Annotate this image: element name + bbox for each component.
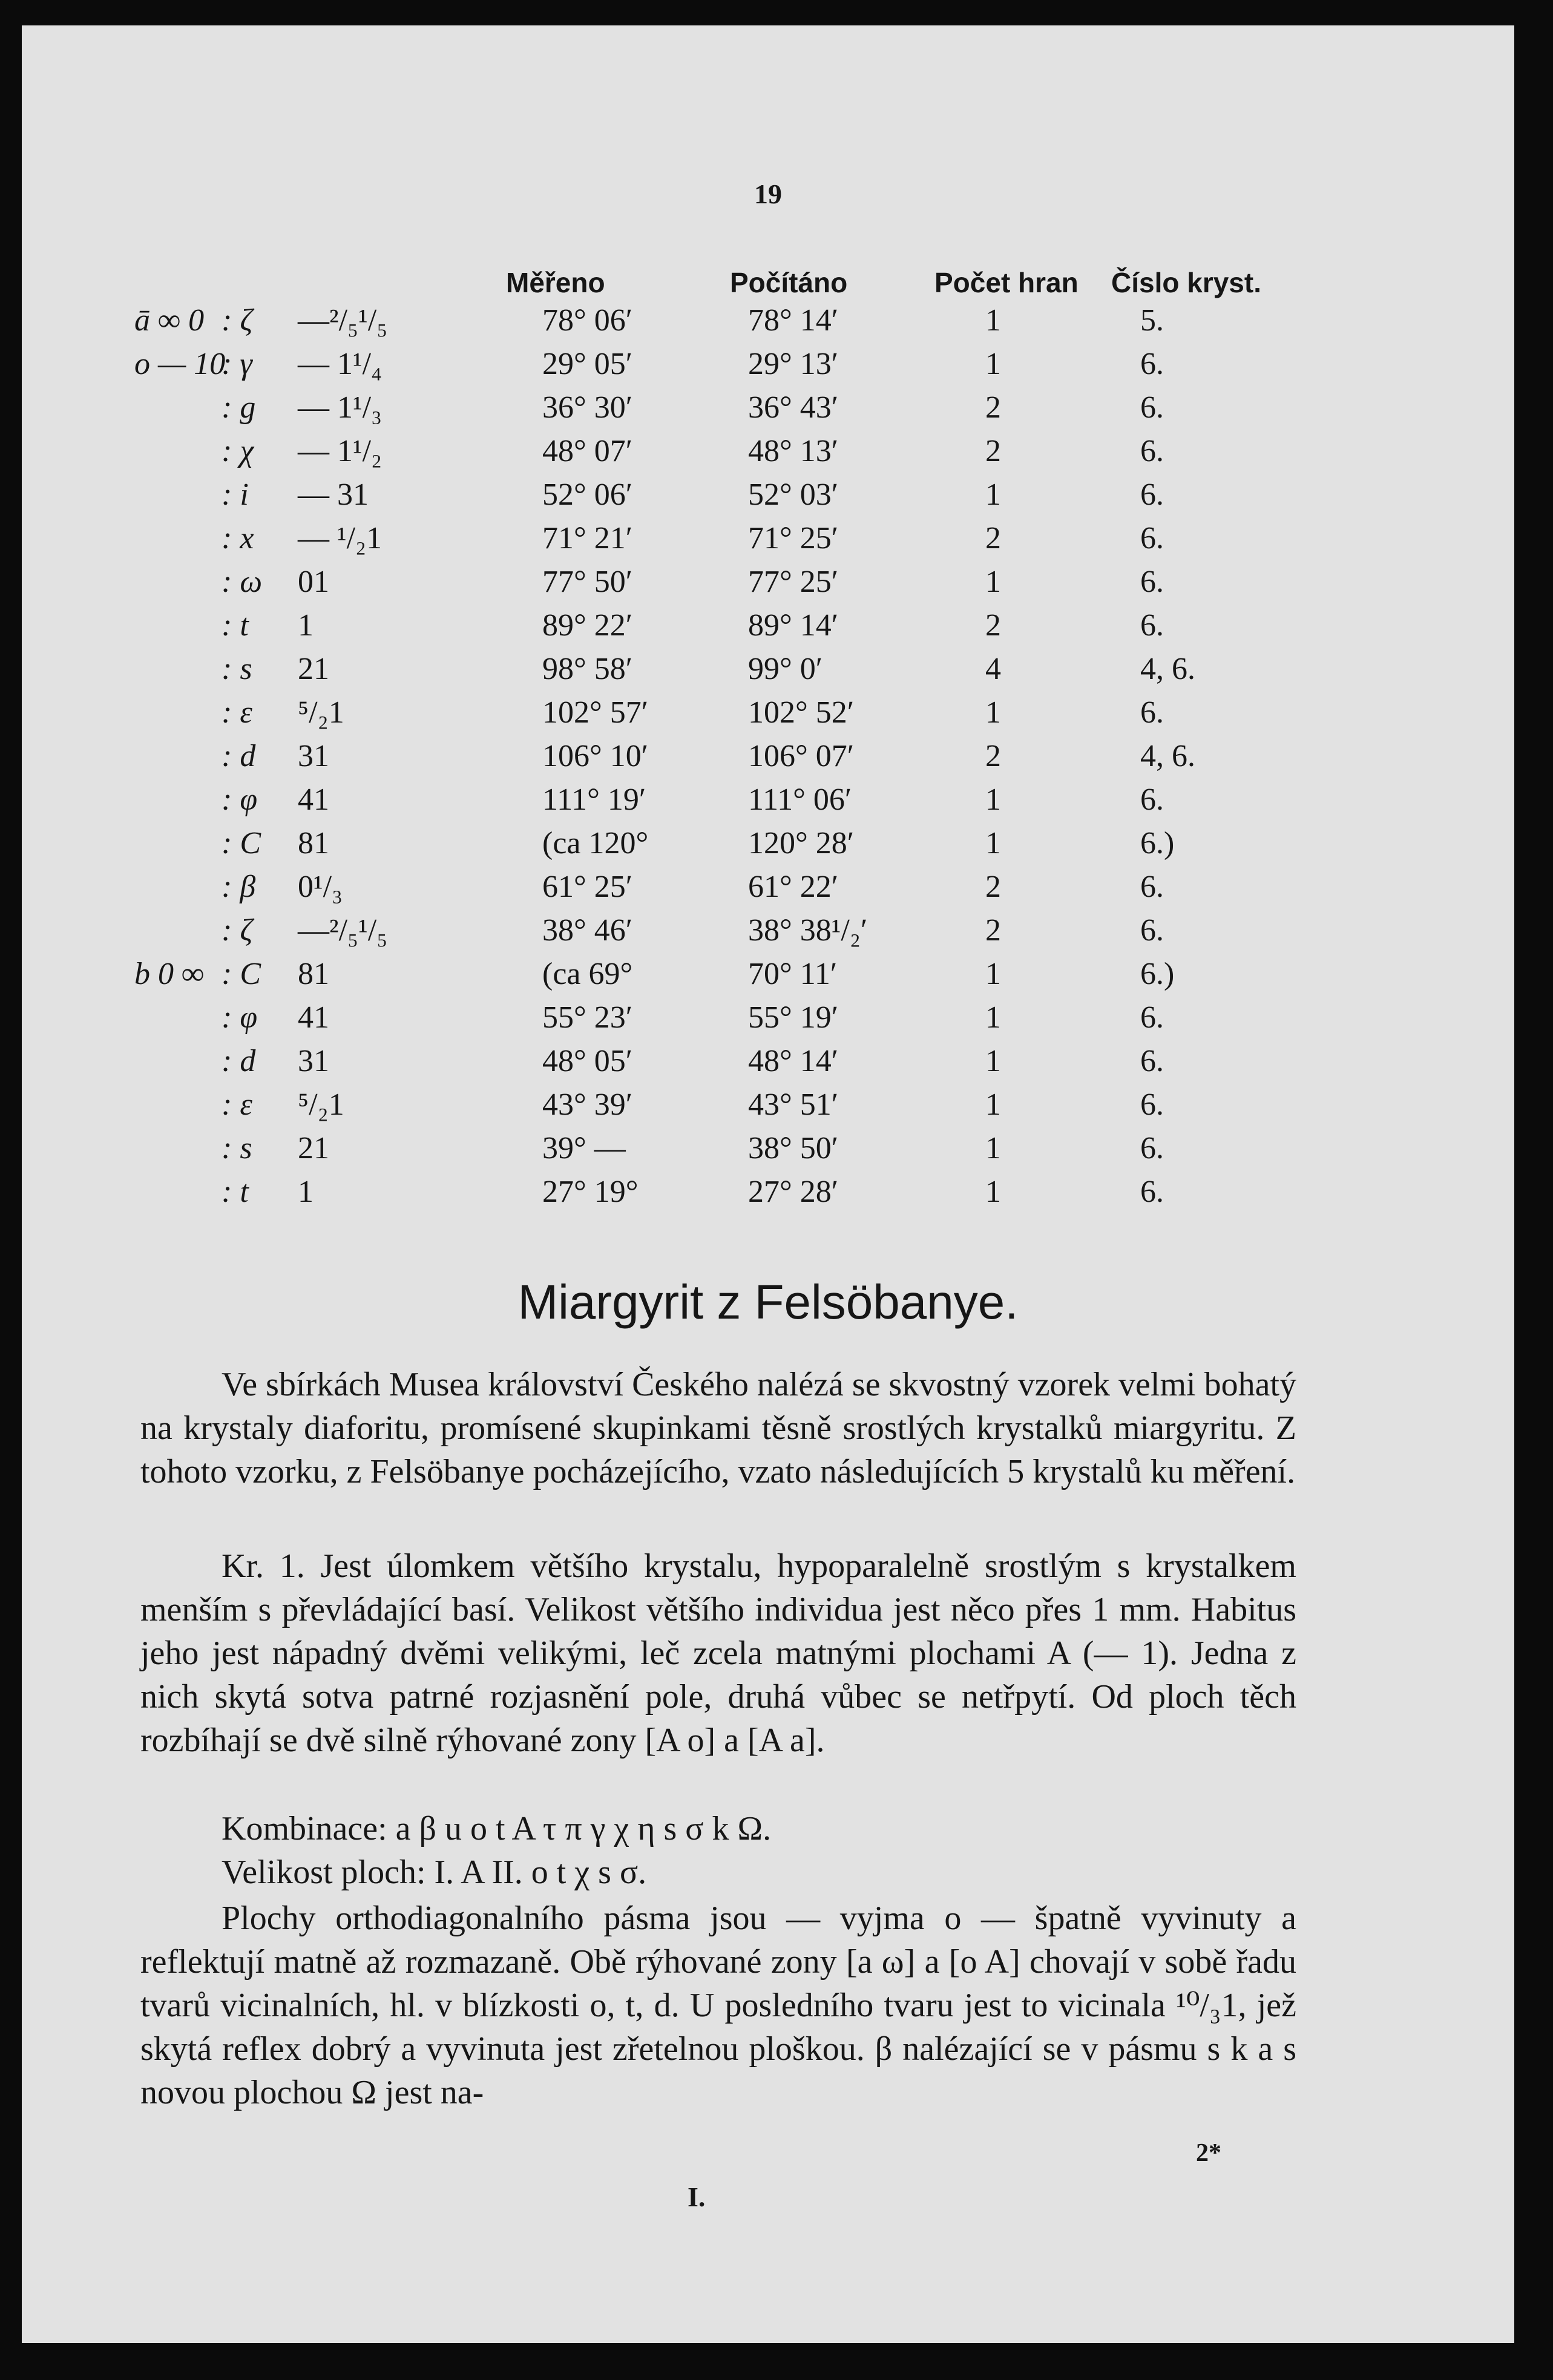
edge-count: 1: [985, 1175, 1001, 1209]
table-row: [22, 1130, 1514, 1173]
calculated-angle: 111° 06′: [748, 782, 852, 817]
measured-angle: 52° 06′: [542, 477, 633, 512]
crystal-number: 6.: [1140, 521, 1164, 556]
face-letter: : g: [222, 390, 256, 425]
measured-angle: 77° 50′: [542, 565, 633, 599]
face-symbol: — 1¹/₃: [298, 390, 383, 425]
table-row: [22, 303, 1514, 345]
face-letter: : i: [222, 477, 249, 512]
edge-count: 1: [985, 477, 1001, 512]
face-symbol: 31: [298, 1044, 329, 1078]
calculated-angle: 61° 22′: [748, 870, 839, 904]
face-symbol: 81: [298, 957, 329, 991]
measured-angle: 61° 25′: [542, 870, 633, 904]
signature-mark: 2*: [1196, 2139, 1221, 2167]
edge-count: 1: [985, 1044, 1001, 1078]
calculated-angle: 38° 50′: [748, 1131, 839, 1165]
measured-angle: 27° 19°: [542, 1175, 639, 1209]
crystal-number: 6.: [1140, 434, 1164, 468]
crystal-number: 5.: [1140, 303, 1164, 338]
edge-count: 2: [985, 739, 1001, 773]
measured-angle: 29° 05′: [542, 347, 633, 381]
table-row: [22, 695, 1514, 737]
calculated-angle: 78° 14′: [748, 303, 839, 338]
zone-prefix: b 0 ∞: [134, 957, 205, 991]
face-letter: : χ: [222, 434, 254, 468]
edge-count: 2: [985, 521, 1001, 556]
calculated-angle: 120° 28′: [748, 826, 855, 861]
crystal-number: 4, 6.: [1140, 652, 1195, 686]
crystal-number: 6.: [1140, 1044, 1164, 1078]
edge-count: 1: [985, 1087, 1001, 1122]
crystal-number: 6.): [1140, 957, 1175, 991]
face-letter: : β: [222, 870, 256, 904]
edge-count: 2: [985, 608, 1001, 643]
calculated-angle: 38° 38¹/₂′: [748, 913, 868, 948]
table-row: [22, 825, 1514, 868]
calculated-angle: 99° 0′: [748, 652, 823, 686]
table-row: [22, 390, 1514, 432]
table-row: [22, 1174, 1514, 1216]
face-symbol: 21: [298, 1131, 329, 1165]
edge-count: 2: [985, 434, 1001, 468]
calculated-angle: 106° 07′: [748, 739, 855, 773]
face-letter: : ζ: [222, 913, 253, 948]
paragraph-intro: Ve sbírkách Musea království Českého nalézá se skvostný vzorek velmi bohatý na krystaly diaforitu, promísené skupinkami těsně srostlých krystalků miargyritu. Z tohoto vzorku, z Felsöbanye pocházejícího, vzato následujících 5 krystalů ku měření.: [140, 1366, 1297, 1490]
book-page: [22, 25, 1514, 2343]
edge-count: 4: [985, 652, 1001, 686]
crystal-number: 6.: [1140, 1000, 1164, 1035]
table-row: [22, 782, 1514, 824]
face-symbol: 21: [298, 652, 329, 686]
calculated-angle: 102° 52′: [748, 695, 855, 730]
table-row: [22, 608, 1514, 650]
edge-count: 1: [985, 303, 1001, 338]
crystal-number: 6.: [1140, 695, 1164, 730]
table-row: [22, 477, 1514, 519]
crystal-number: 6.: [1140, 390, 1164, 425]
table-row: [22, 520, 1514, 563]
page-number: 19: [754, 179, 782, 209]
edge-count: 1: [985, 782, 1001, 817]
face-letter: : t: [222, 1175, 249, 1209]
face-symbol: — ¹/₂1: [298, 521, 383, 556]
calculated-angle: 52° 03′: [748, 477, 839, 512]
header-edge-count: Počet hran: [934, 267, 1079, 298]
measured-angle: 89° 22′: [542, 608, 633, 643]
calculated-angle: 70° 11′: [748, 957, 838, 991]
calculated-angle: 48° 13′: [748, 434, 839, 468]
measured-angle: (ca 120°: [542, 826, 649, 861]
face-letter: : ω: [222, 565, 263, 599]
crystal-number: 6.: [1140, 477, 1164, 512]
crystal-number: 4, 6.: [1140, 739, 1195, 773]
crystal-number: 6.: [1140, 347, 1164, 381]
crystal-number: 6.: [1140, 870, 1164, 904]
calculated-angle: 36° 43′: [748, 390, 839, 425]
zone-prefix: o — 10: [134, 347, 226, 381]
crystal-number: 6.: [1140, 1175, 1164, 1209]
face-symbol: 1: [298, 1175, 314, 1209]
face-symbol: —²/₅¹/₅: [298, 303, 388, 338]
face-letter: : φ: [222, 1000, 258, 1035]
crystal-number: 6.: [1140, 1131, 1164, 1165]
face-symbol: 31: [298, 739, 329, 773]
calculated-angle: 55° 19′: [748, 1000, 839, 1035]
measured-angle: 98° 58′: [542, 652, 633, 686]
measured-angle: 111° 19′: [542, 782, 646, 817]
face-letter: : φ: [222, 782, 258, 817]
measured-angle: 36° 30′: [542, 390, 633, 425]
crystal-number: 6.: [1140, 1087, 1164, 1122]
combination-line: Kombinace: a β u o t A τ π γ χ η s σ k Ω.: [222, 1810, 772, 1847]
measured-angle: 48° 05′: [542, 1044, 633, 1078]
header-crystal-number: Číslo kryst.: [1111, 267, 1261, 298]
face-letter: : ε: [222, 695, 252, 730]
edge-count: 2: [985, 913, 1001, 948]
face-size-line: Velikost ploch: I. A II. o t χ s σ.: [222, 1854, 647, 1891]
paragraph-crystal-1: Kr. 1. Jest úlomkem většího krystalu, hypoparalelně srostlým s krystalkem menším s převládající basí. Velikost většího individua jest něco přes 1 mm. Habitus jeho jest nápadný dvěmi velikými, leč zcela matnými plochami A (— 1). Jedna z nich skytá sotva patrné rozjasnění pole, druhá vůbec se netřpytí. Od ploch těch rozbíhají se dvě silně rýhované zony [A o] a [A a].: [140, 1547, 1296, 1759]
measured-angle: 71° 21′: [542, 521, 633, 556]
table-row: [22, 869, 1514, 911]
face-letter: : d: [222, 739, 256, 773]
measured-angle: 78° 06′: [542, 303, 633, 338]
sheet-mark: I.: [688, 2182, 706, 2212]
face-letter: : ε: [222, 1087, 252, 1122]
edge-count: 1: [985, 826, 1001, 861]
calculated-angle: 43° 51′: [748, 1087, 839, 1122]
measured-angle: (ca 69°: [542, 957, 633, 991]
measured-angle: 55° 23′: [542, 1000, 633, 1035]
calculated-angle: 71° 25′: [748, 521, 839, 556]
calculated-angle: 27° 28′: [748, 1175, 839, 1209]
calculated-angle: 77° 25′: [748, 565, 839, 599]
zone-prefix: ā ∞ 0: [134, 303, 205, 338]
crystal-number: 6.: [1140, 608, 1164, 643]
measured-angle: 39° —: [542, 1131, 626, 1165]
face-letter: : t: [222, 608, 249, 643]
crystal-number: 6.): [1140, 826, 1175, 861]
edge-count: 2: [985, 390, 1001, 425]
calculated-angle: 89° 14′: [748, 608, 839, 643]
crystal-number: 6.: [1140, 565, 1164, 599]
face-symbol: —²/₅¹/₅: [298, 913, 388, 948]
table-row: [22, 956, 1514, 998]
face-letter: : x: [222, 521, 254, 556]
measured-angle: 43° 39′: [542, 1087, 633, 1122]
measured-angle: 106° 10′: [542, 739, 649, 773]
calculated-angle: 48° 14′: [748, 1044, 839, 1078]
face-symbol: — 1¹/₂: [298, 434, 383, 468]
face-symbol: 01: [298, 565, 329, 599]
edge-count: 1: [985, 565, 1001, 599]
measured-angle: 102° 57′: [542, 695, 649, 730]
face-letter: : C: [222, 957, 261, 991]
face-symbol: 41: [298, 1000, 329, 1035]
face-letter: : C: [222, 826, 261, 861]
face-symbol: 0¹/₃: [298, 870, 343, 904]
edge-count: 1: [985, 1000, 1001, 1035]
face-symbol: ⁵/₂1: [298, 1087, 344, 1122]
measured-angle: 48° 07′: [542, 434, 633, 468]
table-row: [22, 651, 1514, 693]
table-row: [22, 738, 1514, 781]
face-symbol: — 1¹/₄: [298, 347, 383, 381]
table-row: [22, 1087, 1514, 1129]
crystal-number: 6.: [1140, 913, 1164, 948]
face-letter: : ζ: [222, 303, 253, 338]
face-letter: : s: [222, 652, 252, 686]
table-row: [22, 346, 1514, 388]
table-row: [22, 913, 1514, 955]
header-calculated: Počítáno: [730, 267, 848, 298]
face-symbol: ⁵/₂1: [298, 695, 344, 730]
face-symbol: 41: [298, 782, 329, 817]
face-letter: : s: [222, 1131, 252, 1165]
header-measured: Měřeno: [506, 267, 605, 298]
table-row: [22, 564, 1514, 606]
edge-count: 1: [985, 695, 1001, 730]
table-row: [22, 1000, 1514, 1042]
edge-count: 1: [985, 957, 1001, 991]
measured-angle: 38° 46′: [542, 913, 633, 948]
face-symbol: 81: [298, 826, 329, 861]
table-row: [22, 1043, 1514, 1086]
face-symbol: 1: [298, 608, 314, 643]
face-symbol: — 31: [298, 477, 369, 512]
edge-count: 1: [985, 1131, 1001, 1165]
face-letter: : γ: [222, 347, 252, 381]
crystal-number: 6.: [1140, 782, 1164, 817]
face-letter: : d: [222, 1044, 256, 1078]
edge-count: 2: [985, 870, 1001, 904]
article-title: Miargyrit z Felsöbanye.: [517, 1275, 1019, 1329]
paragraph-zones: Plochy orthodiagonalního pásma jsou — vyjma o — špatně vyvinuty a reflektují matně až rozmazaně. Obě rýhované zony [a ω] a [o A] chovají v sobě řadu tvarů vicinalních, hl. v blízkosti o, t, d. U posledního tvaru jest to vicinala ¹⁰/₃1, jež skytá reflex dobrý a vyvinuta jest zřetelnou ploškou. β nalézající se v pásmu s k a s novou plochou Ω jest na-: [140, 1900, 1296, 2111]
edge-count: 1: [985, 347, 1001, 381]
table-row: [22, 433, 1514, 476]
calculated-angle: 29° 13′: [748, 347, 839, 381]
